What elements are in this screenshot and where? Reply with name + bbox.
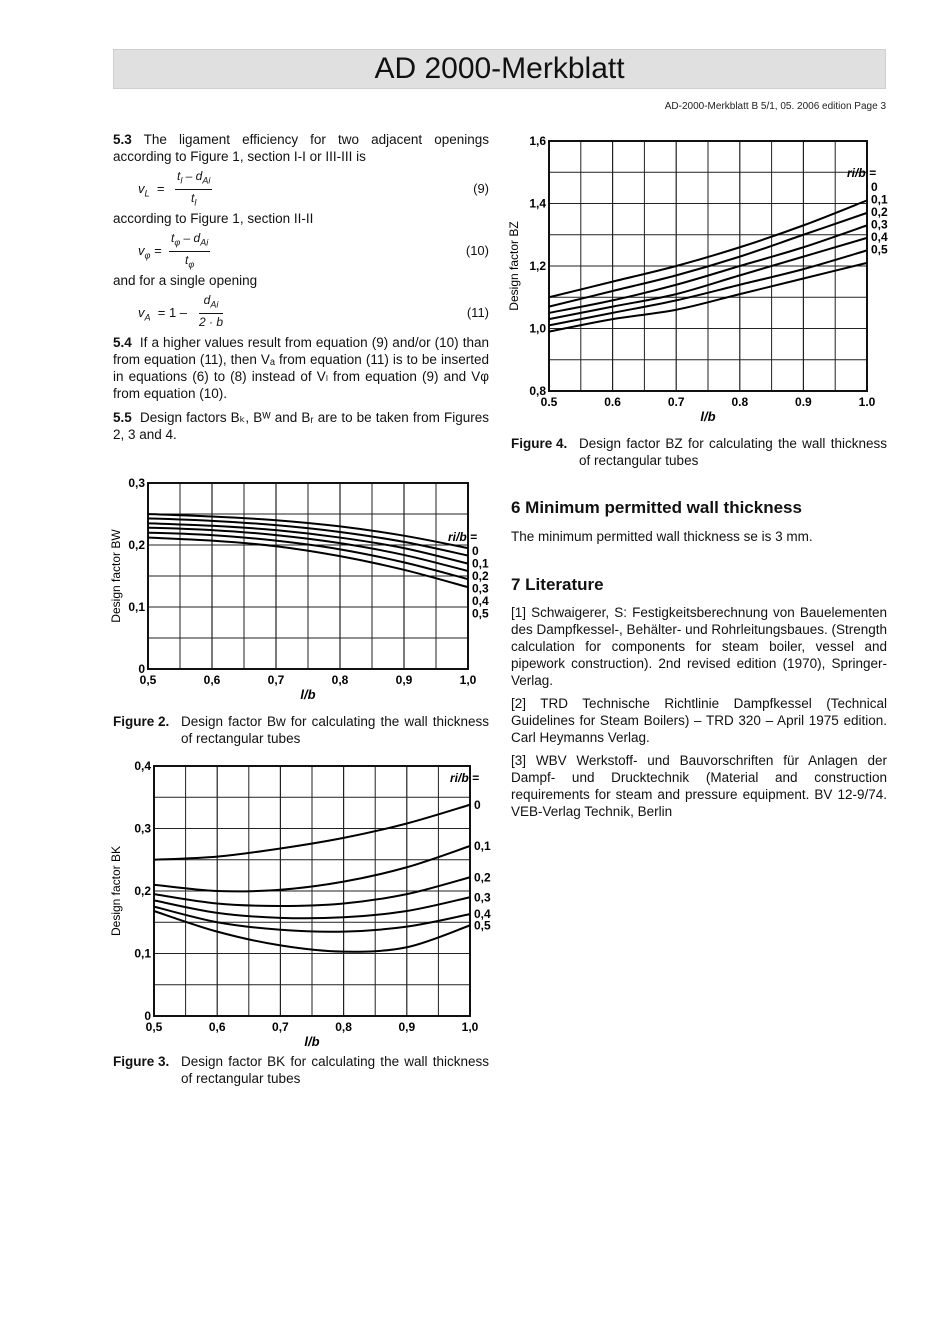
legend-label: 0,1 bbox=[871, 192, 888, 207]
legend-label: 0,5 bbox=[472, 606, 489, 621]
section-number: 5.3 bbox=[113, 132, 132, 147]
figure-4-chart bbox=[506, 131, 896, 429]
legend-label: 0,4 bbox=[871, 230, 888, 244]
legend-label: 0,5 bbox=[871, 242, 888, 257]
x-axis-label: l/b bbox=[300, 687, 316, 702]
x-tick-label: 0,6 bbox=[203, 673, 221, 687]
equation-10: $v_\varphi$ = $t_\varphi - d_{Ai}$ $t_\varphi$ (10) bbox=[138, 231, 489, 270]
legend-title: ri/b = bbox=[450, 771, 480, 785]
equation-9: $v_L$ = $t_l - d_{Ai}$ $t_l$ (9) bbox=[138, 169, 489, 208]
legend-label: 0 bbox=[472, 544, 479, 558]
y-tick-label: 0,3 bbox=[134, 821, 151, 836]
legend-label: 0,4 bbox=[474, 907, 491, 922]
x-tick-label: 0.8 bbox=[731, 395, 749, 409]
x-tick-label: 0,8 bbox=[335, 1020, 352, 1034]
legend-label: 0,2 bbox=[472, 569, 489, 583]
section-text: If a higher values result from equation (9) and/or (10) than from equation (11), then Vₐ from equation (11) is to be inserted in equations (6) to (8) instead of Vₗ from equation (9) and Vφ from equation (10). bbox=[113, 335, 489, 401]
figure-label: Figure 2. bbox=[113, 714, 170, 729]
y-tick-label: 0,2 bbox=[128, 538, 145, 552]
x-tick-label: 0.5 bbox=[540, 395, 558, 409]
x-tick-label: 0,9 bbox=[395, 673, 413, 687]
equation-11: $v_A = 1$ – $d_{Ai}$ 2 · b (11) bbox=[138, 293, 489, 330]
y-axis-label: Design factor BW bbox=[109, 529, 123, 623]
y-tick-label: 1,2 bbox=[529, 259, 546, 273]
legend-label: 0,1 bbox=[472, 556, 489, 571]
legend-label: 0,5 bbox=[474, 918, 491, 933]
figure-label: Figure 4. bbox=[511, 436, 568, 451]
equation-number: (9) bbox=[473, 181, 489, 196]
y-tick-label: 1,0 bbox=[529, 321, 546, 336]
section-6-heading: 6 Minimum permitted wall thickness bbox=[511, 498, 802, 517]
x-tick-label: 0,9 bbox=[398, 1020, 416, 1034]
left-column bbox=[113, 131, 489, 450]
y-tick-label: 0,2 bbox=[134, 884, 151, 898]
reference-item: [1] Schwaigerer, S: Festigkeitsberechnung von Bauelementen des Dampfkessel-, Behälter- und Rohrleitungsbaues. (Strength calculation for components for steam boiler, vessel and pipework construction). 2nd revised edition (1970), Springer-Verlag. bbox=[511, 605, 887, 688]
legend-label: 0,3 bbox=[474, 890, 491, 905]
y-tick-label: 0,1 bbox=[134, 946, 151, 961]
y-axis-label: Design factor BK bbox=[109, 845, 123, 937]
section-text: The ligament efficiency for two adjacent openings according to Figure 1, section I-I or III-III is bbox=[113, 132, 489, 164]
figure-2-caption bbox=[113, 713, 489, 753]
literature-list bbox=[511, 604, 887, 826]
section-6-text: The minimum permitted wall thickness se is 3 mm. bbox=[511, 529, 813, 544]
section-number: 5.5 bbox=[113, 410, 132, 425]
section-5-5 bbox=[113, 409, 489, 443]
x-tick-label: 1,0 bbox=[459, 673, 477, 687]
equation-number: (10) bbox=[465, 243, 489, 258]
figure-caption-text: Design factor BK for calculating the wall thickness of rectangular tubes bbox=[181, 1054, 489, 1086]
x-tick-label: 0,5 bbox=[145, 1020, 163, 1034]
figure-label: Figure 3. bbox=[113, 1054, 170, 1069]
y-axis-label: Design factor BZ bbox=[507, 221, 521, 311]
banner-title: AD 2000-Merkblatt bbox=[374, 52, 625, 85]
x-tick-label: 0,5 bbox=[139, 673, 157, 687]
section-5-4 bbox=[113, 334, 489, 402]
y-tick-label: 0,1 bbox=[128, 600, 145, 614]
legend-title: ri/b = bbox=[847, 166, 877, 180]
legend-label: 0 bbox=[871, 180, 878, 194]
section-7-heading: 7 Literature bbox=[511, 575, 604, 594]
section-5-3-text3: and for a single opening bbox=[113, 273, 258, 288]
legend-label: 0,3 bbox=[472, 581, 489, 596]
figure-caption-text: Design factor Bw for calculating the wall thickness of rectangular tubes bbox=[181, 714, 489, 746]
x-tick-label: 0,7 bbox=[272, 1020, 289, 1034]
y-tick-label: 0 bbox=[144, 1009, 151, 1023]
x-tick-label: 0,7 bbox=[267, 673, 285, 687]
y-tick-label: 0,3 bbox=[128, 476, 145, 490]
y-tick-label: 0,8 bbox=[529, 384, 546, 398]
page-info: AD-2000-Merkblatt B 5/1, 05. 2006 edition Page 3 bbox=[664, 101, 886, 112]
figure-2-chart bbox=[108, 475, 498, 705]
reference-item: [2] TRD Technische Richtlinie Dampfkessel (Technical Guidelines for Steam Boilers) – TRD 320 – April 1975 edition. Carl Heymanns Verlag. bbox=[511, 696, 887, 745]
section-text: Design factors Bₖ, Bᵂ and Bᵣ are to be taken from Figures 2, 3 and 4. bbox=[113, 410, 489, 442]
figure-3-caption bbox=[113, 1053, 489, 1093]
figure-3-chart bbox=[108, 756, 498, 1048]
section-5-3-text2: according to Figure 1, section II-II bbox=[113, 211, 314, 226]
legend-label: 0,2 bbox=[871, 205, 888, 219]
x-tick-label: 0.9 bbox=[795, 395, 812, 409]
x-tick-label: 0.7 bbox=[667, 395, 685, 409]
x-tick-label: 0,8 bbox=[331, 673, 349, 687]
legend-label: 0,1 bbox=[474, 839, 491, 853]
y-tick-label: 1,6 bbox=[529, 134, 546, 148]
legend-label: 0,2 bbox=[474, 870, 491, 885]
legend-label: 0,3 bbox=[871, 217, 888, 232]
x-tick-label: 1.0 bbox=[858, 395, 876, 409]
y-tick-label: 1,4 bbox=[529, 196, 546, 211]
legend-label: 0 bbox=[474, 797, 481, 812]
x-tick-label: 0.6 bbox=[604, 395, 621, 409]
reference-item: [3] WBV Werkstoff- und Bauvorschriften für Anlagen der Dampf- und Drucktechnik (Material and construction requirements for steam and pressure equipment. BV 12-9/74. VEB-Verlag Technik, Berlin bbox=[511, 753, 887, 819]
x-tick-label: 1,0 bbox=[461, 1020, 479, 1034]
figure-caption-text: Design factor BZ for calculating the wall thickness of rectangular tubes bbox=[579, 436, 887, 468]
equation-number: (11) bbox=[466, 305, 489, 320]
figure-4-caption bbox=[511, 435, 887, 475]
page-banner bbox=[113, 49, 886, 89]
x-tick-label: 0,6 bbox=[208, 1020, 226, 1034]
x-axis-label: l/b bbox=[304, 1034, 320, 1048]
y-tick-label: 0 bbox=[138, 662, 145, 676]
legend-label: 0,4 bbox=[472, 594, 489, 608]
legend-title: ri/b = bbox=[448, 530, 478, 544]
section-5-3 bbox=[113, 131, 489, 165]
x-axis-label: l/b bbox=[700, 409, 716, 424]
section-number: 5.4 bbox=[113, 335, 132, 350]
y-tick-label: 0,4 bbox=[134, 759, 151, 773]
